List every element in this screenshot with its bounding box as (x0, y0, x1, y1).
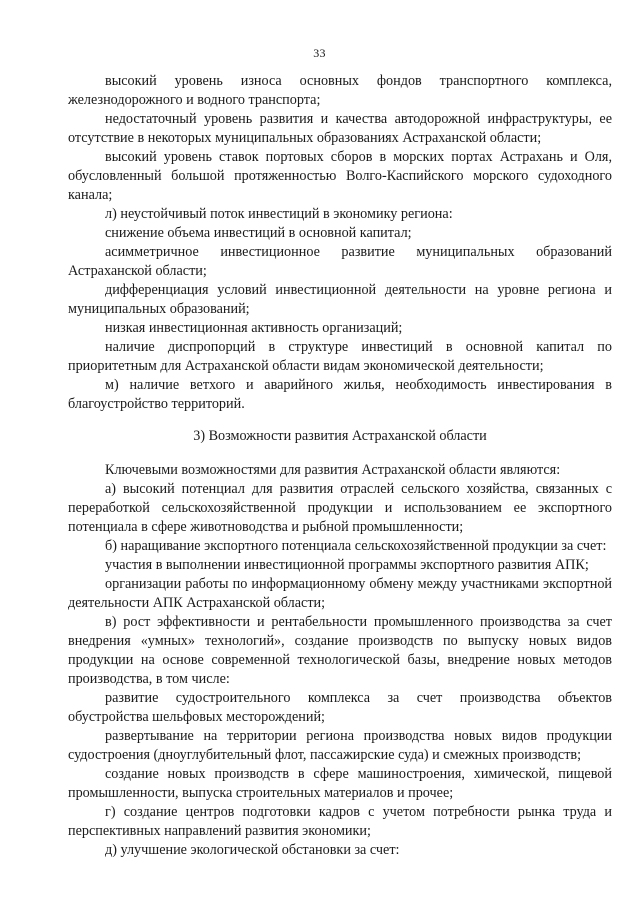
paragraph: высокий уровень ставок портовых сборов в морских портах Астрахань и Оля, обусловленный большой протяженностью Волго-Каспийского морского судоходного канала; (68, 149, 612, 203)
paragraph: наличие диспропорций в структуре инвестиций в основной капитал по приоритетным для Астраханской области видам экономической деятельности; (68, 339, 612, 374)
paragraph: Ключевыми возможностями для развития Астраханской области являются: (105, 462, 561, 478)
paragraph: г) создание центров подготовки кадров с учетом потребности рынка труда и перспективных направлений развития экономики; (68, 804, 612, 839)
paragraph: дифференциация условий инвестиционной деятельности на уровне региона и муниципальных образований; (68, 282, 612, 317)
paragraph: в) рост эффективности и рентабельности промышленного производства за счет внедрения «умных» технологий», создание производств по выпуску новых видов продукции на основе современной технологической базы, внедрение новых методов производства, в том числе: (68, 614, 612, 687)
paragraph: б) наращивание экспортного потенциала сельскохозяйственной продукции за счет: (105, 538, 607, 554)
section-heading: 3) Возможности развития Астраханской области (193, 428, 487, 444)
document-body (68, 72, 612, 860)
paragraph: организации работы по информационному обмену между участниками экспортной деятельности АПК Астраханской области; (68, 576, 612, 611)
paragraph: л) неустойчивый поток инвестиций в экономику региона: (105, 206, 453, 222)
paragraph: участия в выполнении инвестиционной программы экспортного развития АПК; (105, 557, 589, 573)
paragraph: низкая инвестиционная активность организаций; (105, 320, 403, 336)
paragraph: недостаточный уровень развития и качества автодорожной инфраструктуры, ее отсутствие в некоторых муниципальных образованиях Астраханской области; (68, 111, 612, 146)
paragraph: м) наличие ветхого и аварийного жилья, необходимость инвестирования в благоустройство территорий. (68, 377, 612, 412)
paragraph: асимметричное инвестиционное развитие муниципальных образований Астраханской области; (68, 244, 612, 279)
paragraph: создание новых производств в сфере машиностроения, химической, пищевой промышленности, выпуска строительных материалов и прочее; (68, 766, 612, 801)
paragraph: д) улучшение экологической обстановки за счет: (105, 842, 400, 858)
page-number: 33 (313, 46, 326, 60)
paragraph: развертывание на территории региона производства новых видов продукции судостроения (дноуглубительный флот, пассажирские суда) и смежных производств; (68, 728, 612, 763)
paragraph: развитие судостроительного комплекса за счет производства объектов обустройства шельфовых месторождений; (68, 690, 612, 725)
paragraph: а) высокий потенциал для развития отраслей сельского хозяйства, связанных с переработкой сельскохозяйственной продукции и использованием ее экспортного потенциала в сфере животноводства и рыбной промышленности; (68, 481, 612, 535)
paragraph: высокий уровень износа основных фондов транспортного комплекса, железнодорожного и водного транспорта; (68, 73, 612, 108)
paragraph: снижение объема инвестиций в основной капитал; (105, 225, 412, 241)
